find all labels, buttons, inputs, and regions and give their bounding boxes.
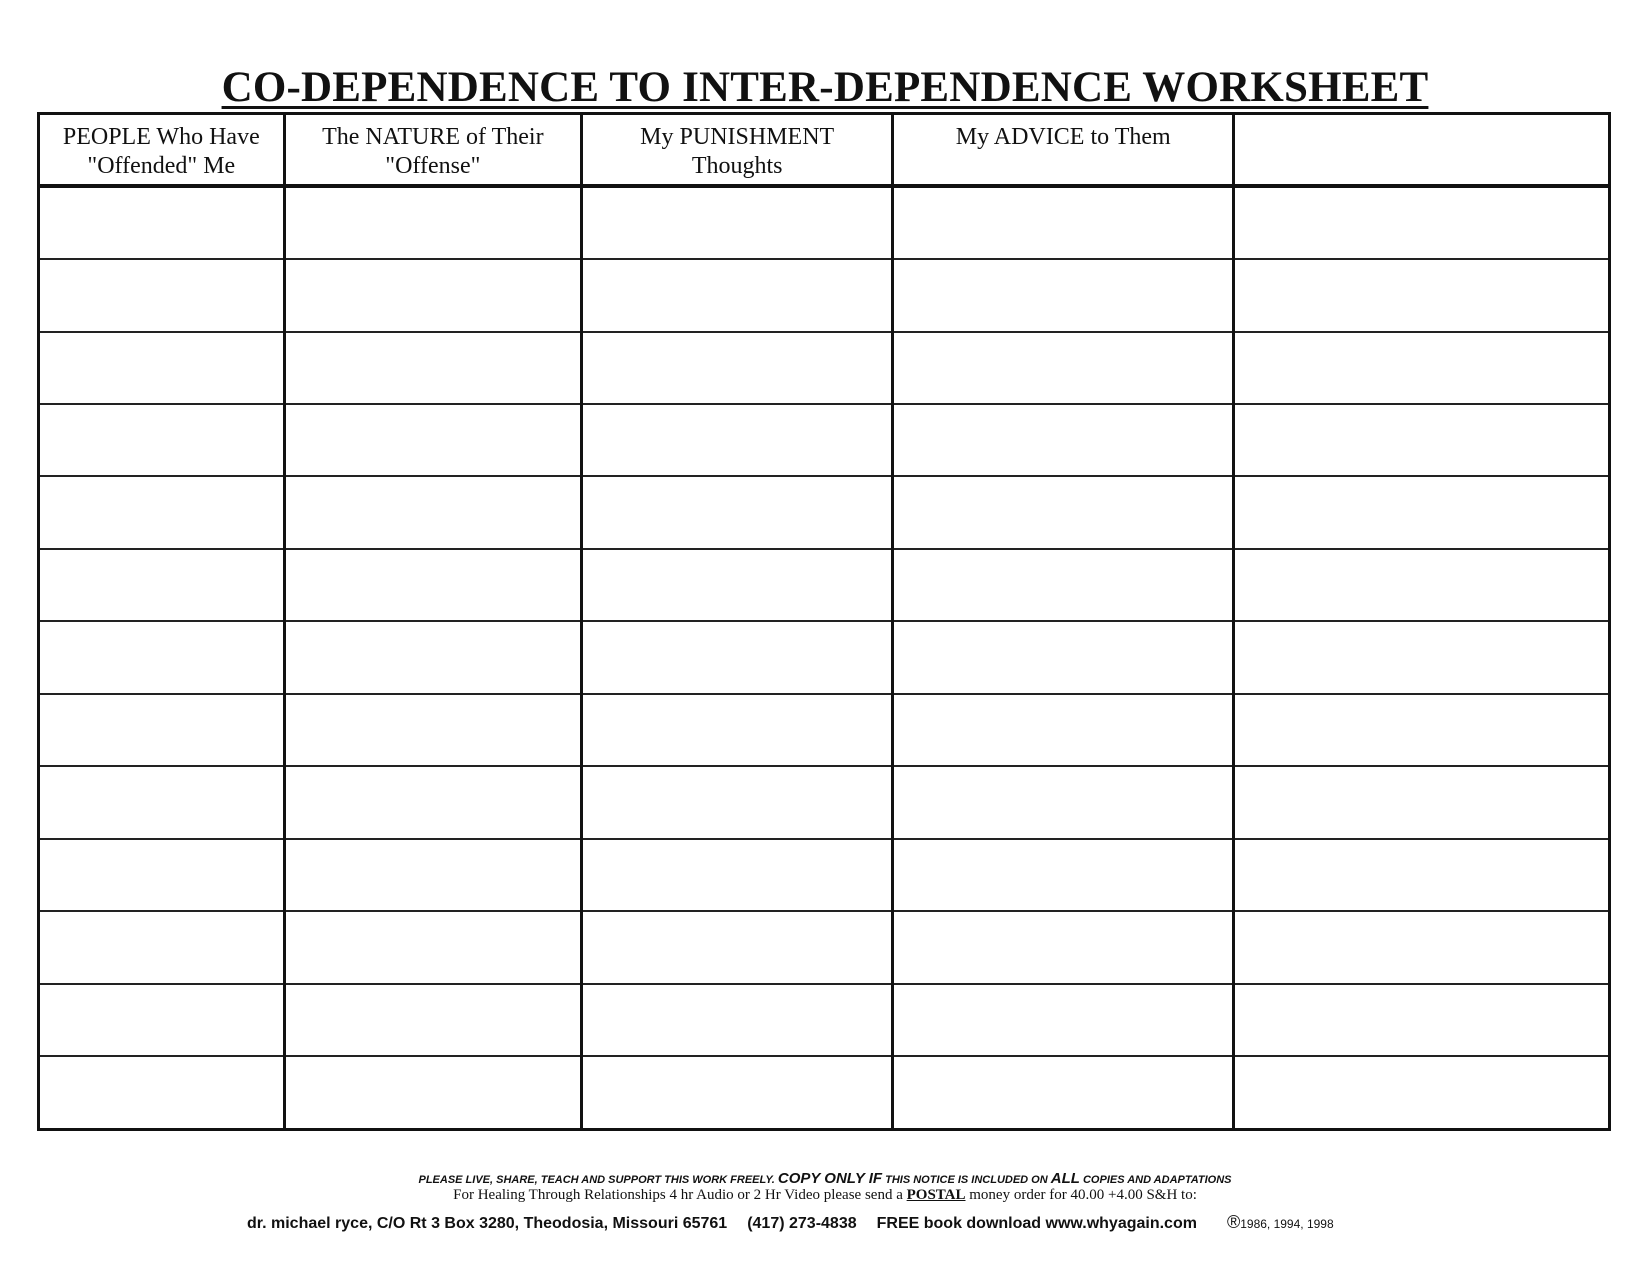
notice-part1: PLEASE LIVE, SHARE, TEACH AND SUPPORT THIS WORK FREELY. — [418, 1174, 775, 1186]
table-cell — [1234, 621, 1610, 693]
table-row — [39, 984, 1610, 1056]
header-people — [39, 114, 285, 186]
table-cell — [39, 839, 285, 911]
table-cell — [893, 766, 1234, 838]
table-cell — [893, 911, 1234, 983]
table-cell — [893, 332, 1234, 404]
table-cell — [39, 911, 285, 983]
table-cell — [1234, 259, 1610, 331]
table-cell — [284, 186, 581, 260]
header-people-line2: "Offended" Me — [87, 153, 236, 179]
table-cell — [284, 332, 581, 404]
notice-part2: COPY ONLY IF — [777, 1170, 883, 1187]
table-cell — [893, 984, 1234, 1056]
table-cell — [284, 404, 581, 476]
table-cell — [39, 1056, 285, 1129]
table-cell — [39, 404, 285, 476]
table-cell — [893, 259, 1234, 331]
table-cell — [1234, 549, 1610, 621]
table-row — [39, 404, 1610, 476]
table-cell — [582, 186, 893, 260]
table-cell — [284, 549, 581, 621]
table-cell — [893, 1056, 1234, 1129]
contact-download: FREE book download www.whyagain.com — [876, 1215, 1197, 1232]
table-cell — [39, 984, 285, 1056]
table-cell — [39, 621, 285, 693]
table-body — [39, 186, 1610, 1130]
table-cell — [582, 621, 893, 693]
table-cell — [284, 766, 581, 838]
header-punishment — [582, 114, 893, 186]
table-cell — [39, 549, 285, 621]
table-cell — [1234, 911, 1610, 983]
table-row — [39, 766, 1610, 838]
table-cell — [1234, 766, 1610, 838]
table-cell — [893, 694, 1234, 766]
table-cell — [893, 476, 1234, 548]
table-cell — [1234, 1056, 1610, 1129]
copyright-years: 1986, 1994, 1998 — [1240, 1217, 1334, 1231]
table-cell — [1234, 476, 1610, 548]
header-advice-line1: My ADVICE to Them — [955, 124, 1171, 150]
header-nature-line1: The NATURE of Their — [322, 124, 544, 150]
table-cell — [893, 186, 1234, 260]
table-row — [39, 332, 1610, 404]
table-row — [39, 186, 1610, 260]
worksheet-title — [0, 62, 1650, 114]
table-cell — [284, 911, 581, 983]
contact-address: dr. michael ryce, C/O Rt 3 Box 3280, Theodosia, Missouri 65761 — [247, 1215, 728, 1232]
table-row — [39, 839, 1610, 911]
table-cell — [582, 476, 893, 548]
table-cell — [39, 766, 285, 838]
notice-part5: COPIES AND ADAPTATIONS — [1082, 1174, 1232, 1186]
table-cell — [39, 694, 285, 766]
order-postal: POSTAL — [906, 1187, 966, 1203]
table-cell — [284, 839, 581, 911]
table-cell — [1234, 332, 1610, 404]
table-cell — [1234, 984, 1610, 1056]
header-nature-line2: "Offense" — [385, 153, 481, 179]
table-cell — [284, 1056, 581, 1129]
contact-phone: (417) 273-4838 — [747, 1215, 857, 1232]
table-cell — [284, 984, 581, 1056]
table-row — [39, 911, 1610, 983]
table-cell — [582, 911, 893, 983]
table-cell — [582, 1056, 893, 1129]
table-cell — [582, 839, 893, 911]
table-row — [39, 694, 1610, 766]
table-row — [39, 259, 1610, 331]
table-cell — [893, 839, 1234, 911]
worksheet-title-text: CO-DEPENDENCE TO INTER-DEPENDENCE WORKSHEET — [221, 64, 1429, 111]
table-cell — [284, 694, 581, 766]
table-cell — [893, 621, 1234, 693]
table-cell — [582, 766, 893, 838]
table-row — [39, 1056, 1610, 1129]
table-cell — [39, 186, 285, 260]
table-row — [39, 549, 1610, 621]
table-cell — [1234, 694, 1610, 766]
order-after: money order for 40.00 +4.00 S&H to: — [969, 1187, 1197, 1203]
header-nature — [284, 114, 581, 186]
worksheet-table — [37, 112, 1611, 1131]
table-cell — [39, 332, 285, 404]
header-people-line1: PEOPLE Who Have — [62, 124, 260, 150]
order-before: For Healing Through Relationships 4 hr Audio or 2 Hr Video please send a — [453, 1187, 903, 1203]
registered-mark-icon: ® — [1226, 1212, 1241, 1232]
notice-part3: THIS NOTICE IS INCLUDED ON — [885, 1174, 1048, 1186]
table-cell — [582, 332, 893, 404]
contact-line — [247, 1211, 1334, 1235]
table-cell — [582, 259, 893, 331]
table-cell — [893, 549, 1234, 621]
order-line — [0, 1186, 1650, 1204]
table-cell — [39, 476, 285, 548]
header-advice — [893, 114, 1234, 186]
table-cell — [1234, 186, 1610, 260]
header-row — [39, 114, 1610, 186]
notice-part4: ALL — [1050, 1170, 1080, 1187]
table-cell — [1234, 839, 1610, 911]
table-cell — [284, 621, 581, 693]
table-cell — [284, 259, 581, 331]
header-blank — [1234, 114, 1610, 186]
table-cell — [582, 404, 893, 476]
table-cell — [582, 694, 893, 766]
table-cell — [284, 476, 581, 548]
table-cell — [893, 404, 1234, 476]
table-cell — [582, 984, 893, 1056]
table-cell — [1234, 404, 1610, 476]
header-punishment-line1: My PUNISHMENT — [640, 124, 835, 150]
copyright — [1226, 1212, 1334, 1232]
table-cell — [582, 549, 893, 621]
table-row — [39, 476, 1610, 548]
header-punishment-line2: Thoughts — [691, 153, 783, 179]
table-cell — [39, 259, 285, 331]
table-row — [39, 621, 1610, 693]
